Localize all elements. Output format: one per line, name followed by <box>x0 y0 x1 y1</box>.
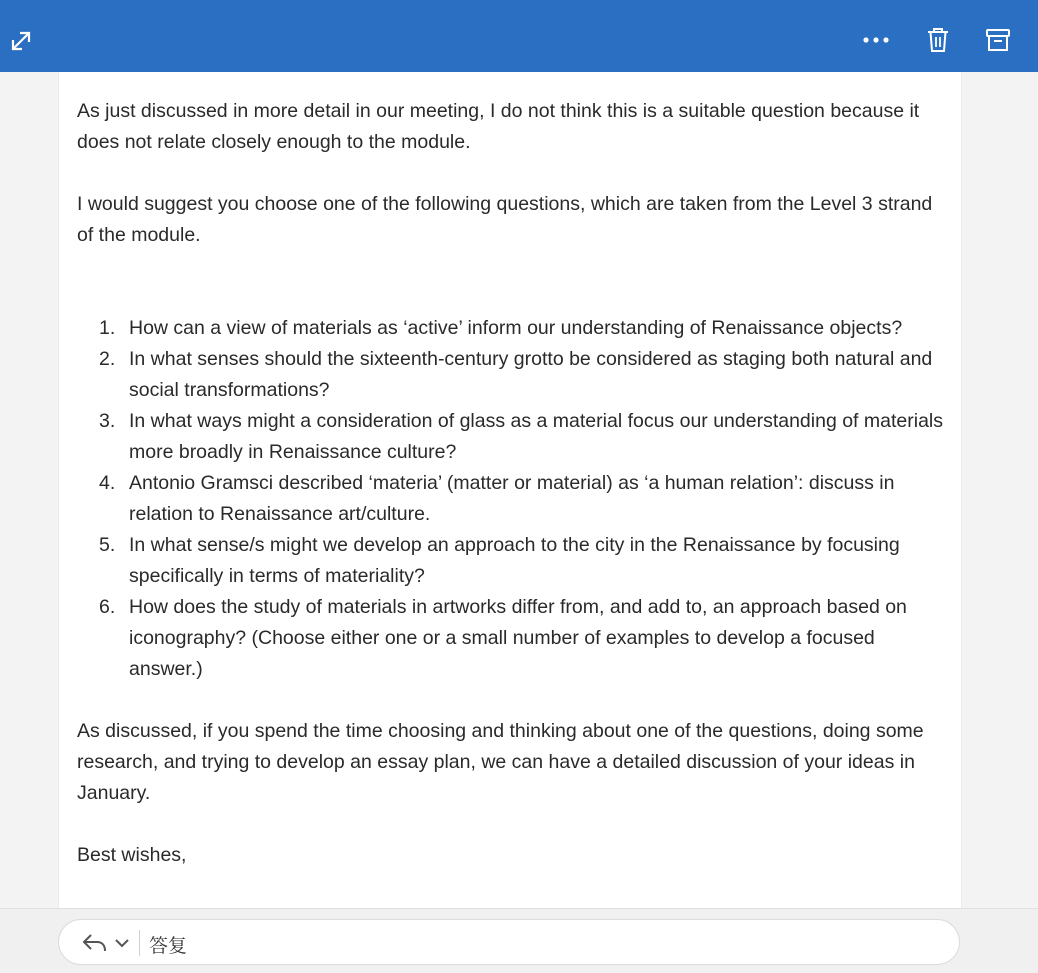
reply-arrow-icon[interactable] <box>81 932 109 954</box>
more-options-button[interactable] <box>856 20 896 60</box>
expand-arrows-icon <box>7 27 35 55</box>
reply-label[interactable]: 答复 <box>149 935 188 957</box>
email-paragraph: As discussed, if you spend the time choosing and thinking about one of the questions, doing some research, and trying to develop an essay plan, we can have a detailed discussion of your ideas in January. <box>77 720 924 804</box>
email-closing: Best wishes, <box>77 844 187 866</box>
question-item <box>77 313 945 344</box>
archive-button[interactable] <box>978 20 1018 60</box>
question-item <box>77 406 945 468</box>
expand-button[interactable] <box>0 20 42 62</box>
question-text: In what sense/s might we develop an approach to the city in the Renaissance by focusing specifically in terms of materiality? <box>129 534 900 587</box>
email-paragraph: I would suggest you choose one of the following questions, which are taken from the Level 3 strand of the module. <box>77 193 933 246</box>
question-list <box>77 313 945 685</box>
question-text: In what ways might a consideration of glass as a material focus our understanding of materials more broadly in Renaissance culture? <box>129 410 944 463</box>
question-text: How does the study of materials in artworks differ from, and add to, an approach based on iconography? (Choose either one or a small number of examples to develop a focused answer.) <box>129 596 907 680</box>
email-reading-pane <box>58 72 962 908</box>
question-number: 6. <box>99 596 116 618</box>
question-item <box>77 592 945 685</box>
reply-bar <box>0 908 1038 973</box>
more-horizontal-icon <box>861 35 891 45</box>
reply-box[interactable] <box>58 919 960 965</box>
reply-divider <box>139 930 140 956</box>
email-body <box>77 96 945 964</box>
question-number: 4. <box>99 472 116 494</box>
question-number: 2. <box>99 348 116 370</box>
chevron-down-icon[interactable] <box>113 934 131 952</box>
question-text: How can a view of materials as ‘active’ inform our understanding of Renaissance objects? <box>129 317 903 339</box>
top-toolbar <box>0 0 1038 72</box>
trash-icon <box>926 27 950 53</box>
question-number: 1. <box>99 317 116 339</box>
question-item <box>77 344 945 406</box>
question-text: Antonio Gramsci described ‘materia’ (matter or material) as ‘a human relation’: discuss in relation to Renaissance art/culture. <box>129 472 895 525</box>
question-item <box>77 468 945 530</box>
delete-button[interactable] <box>918 20 958 60</box>
question-item <box>77 530 945 592</box>
archive-icon <box>985 27 1011 53</box>
question-text: In what senses should the sixteenth-century grotto be considered as staging both natural and social transformations? <box>129 348 933 401</box>
email-paragraph: As just discussed in more detail in our meeting, I do not think this is a suitable question because it does not relate closely enough to the module. <box>77 100 920 153</box>
question-number: 3. <box>99 410 116 432</box>
question-number: 5. <box>99 534 116 556</box>
